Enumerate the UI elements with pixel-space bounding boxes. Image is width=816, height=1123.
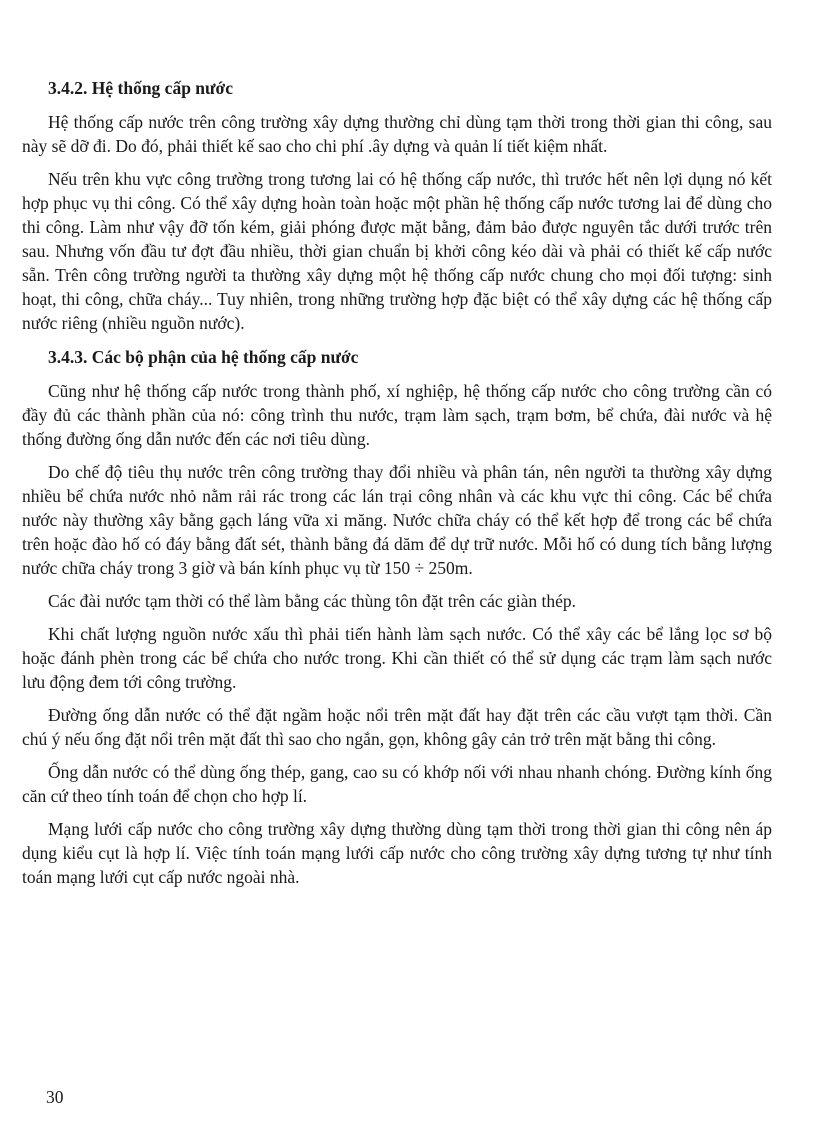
page-number: 30 (46, 1087, 64, 1107)
section-3-4-2 (22, 76, 772, 335)
paragraph: Đường ống dẫn nước có thể đặt ngầm hoặc nổi trên mặt đất hay đặt trên các cầu vượt tạm thời. Cần chú ý nếu ống đặt nổi trên mặt đất thì sao cho ngắn, gọn, không gây cản trở trên mặt bằng thi công. (22, 705, 772, 749)
paragraph: Ống dẫn nước có thể dùng ống thép, gang, cao su có khớp nối với nhau nhanh chóng. Đường kính ống căn cứ theo tính toán để chọn cho hợp lí. (22, 762, 772, 806)
section-heading: 3.4.2. Hệ thống cấp nước (48, 78, 233, 98)
paragraph: Các đài nước tạm thời có thể làm bằng các thùng tôn đặt trên các giàn thép. (48, 591, 577, 611)
paragraph: Khi chất lượng nguồn nước xấu thì phải tiến hành làm sạch nước. Có thể xây các bể lắng lọc sơ bộ hoặc đánh phèn trong các bể chứa cho nước trong. Khi cần thiết có thể sử dụng các trạm làm sạch nước lưu động đem tới công trường. (22, 624, 772, 692)
section-3-4-3 (22, 345, 772, 889)
paragraph: Mạng lưới cấp nước cho công trường xây dựng thường dùng tạm thời trong thời gian thi công nên áp dụng kiểu cụt là hợp lí. Việc tính toán mạng lưới cấp nước cho công trường xây dựng tương tự như tính toán mạng lưới cụt cấp nước ngoài nhà. (22, 819, 772, 887)
paragraph: Cũng như hệ thống cấp nước trong thành phố, xí nghiệp, hệ thống cấp nước cho công trường cần có đầy đủ các thành phần của nó: công trình thu nước, trạm làm sạch, trạm bơm, bể chứa, đài nước và hệ thống đường ống dẫn nước đến các nơi tiêu dùng. (22, 381, 772, 449)
paragraph: Nếu trên khu vực công trường trong tương lai có hệ thống cấp nước, thì trước hết nên lợi dụng nó kết hợp phục vụ thi công. Có thể xây dựng hoàn toàn hoặc một phần hệ thống cấp nước tương lai để dùng cho thi công. Làm như vậy đỡ tốn kém, giải phóng được mặt bằng, đảm bảo được nguyên tắc dưới trước trên sau. Nhưng vốn đầu tư đợt đầu nhiều, thời gian chuẩn bị khởi công kéo dài và phải có thiết kế cấp nước sẵn. Trên công trường người ta thường xây dựng một hệ thống cấp nước chung cho mọi đối tượng: sinh hoạt, thi công, chữa cháy... Tuy nhiên, trong những trường hợp đặc biệt có thể xây dựng các hệ thống cấp nước riêng (nhiều nguồn nước). (22, 169, 772, 333)
section-heading: 3.4.3. Các bộ phận của hệ thống cấp nước (48, 347, 359, 367)
paragraph: Do chế độ tiêu thụ nước trên công trường thay đổi nhiều và phân tán, nên người ta thường xây dựng nhiều bể chứa nước nhỏ nằm rải rác trong các lán trại công nhân và các khu vực thi công. Các bể chứa nước này thường xây bằng gạch láng vữa xi măng. Nước chữa cháy có thể kết hợp để trong các bể chứa trên hoặc đào hố có đáy bằng đất sét, thành bằng đá dăm để dự trữ nước. Mỗi hố có dung tích bằng lượng nước chữa cháy trong 3 giờ và bán kính phục vụ từ 150 ÷ 250m. (22, 462, 772, 578)
paragraph: Hệ thống cấp nước trên công trường xây dựng thường chỉ dùng tạm thời trong thời gian thi công, sau này sẽ dỡ đi. Do đó, phải thiết kế sao cho chi phí .ây dựng và quản lí tiết kiệm nhất. (22, 112, 772, 156)
